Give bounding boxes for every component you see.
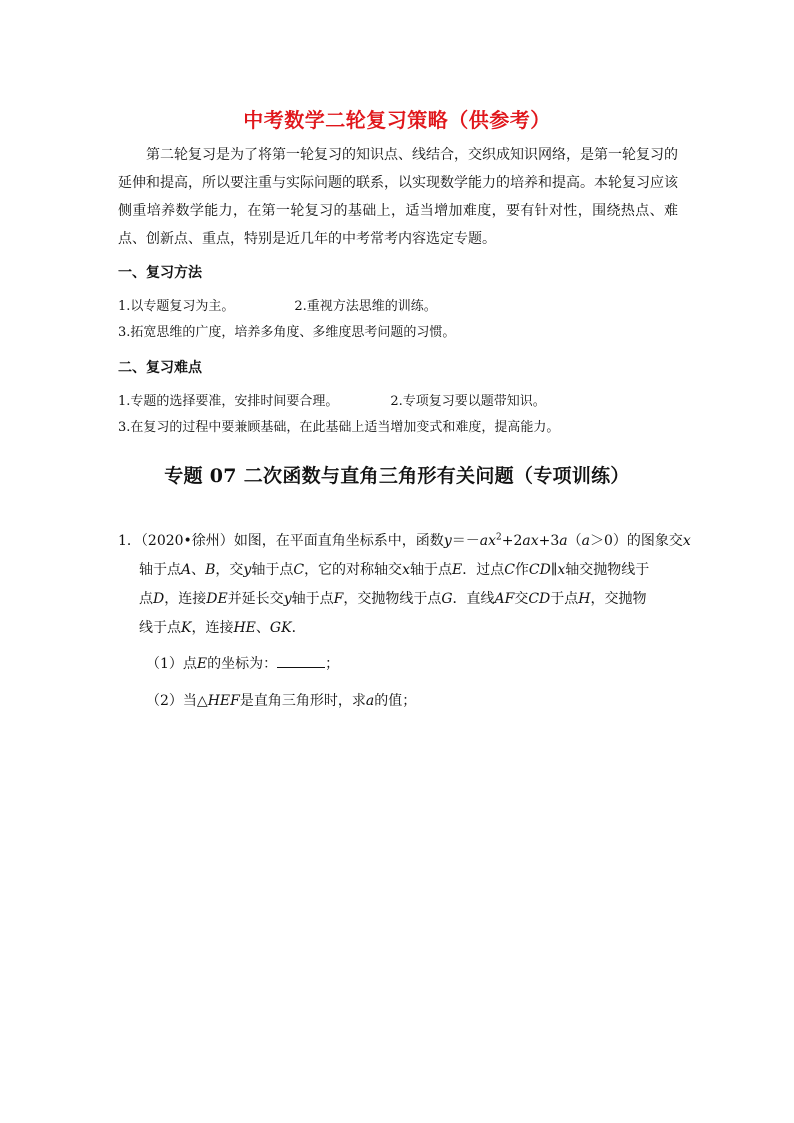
methods-item-1: 1.以专题复习为主。 (118, 299, 235, 314)
difficulties-item-2: 2.专项复习要以题带知识。 (390, 394, 546, 409)
answer-blank[interactable] (277, 653, 325, 668)
methods-line-1 (118, 295, 437, 314)
difficulties-item-1: 1.专题的选择要准，安排时间要合理。 (118, 394, 339, 409)
topic-heading: 专题 07 二次函数与直角三角形有关问题（专项训练） (164, 465, 630, 487)
methods-item-3: 3.拓宽思维的广度，培养多角度、多维度思考问题的习惯。 (118, 325, 456, 340)
methods-item-2: 2.重视方法思维的训练。 (294, 299, 437, 314)
section-heading-difficulties: 二、复习难点 (118, 360, 202, 376)
section-heading-methods: 一、复习方法 (118, 265, 202, 281)
difficulties-line-1 (118, 390, 546, 409)
intro-paragraph: 第二轮复习是为了将第一轮复习的知识点、线结合，交织成知识网络，是第一轮复习的延伸和提高，所以要注重与实际问题的联系，以实现数学能力的培养和提高。本轮复习应该侧重培养数学能力，在第一轮复习的基础上，适当增加难度，要有针对性，围绕热点、难点、创新点、重点，特别是近几年的中考常考内容选定专题。 (118, 147, 678, 247)
question-1-line-3: 点D，连接DE并延长交y轴于点F，交抛物线于点G．直线AF交CD于点H，交抛物 (139, 591, 647, 607)
sub-question-2: （2）当△HEF是直角三角形时，求a的值； (146, 693, 417, 709)
question-1-line-1: 1．（2020•徐州）如图，在平面直角坐标系中，函数$y=-ax^2+2ax+3a(a>0)$的图象交x (118, 532, 691, 549)
difficulties-item-3: 3.在复习的过程中要兼顾基础，在此基础上适当增加变式和难度，提高能力。 (118, 420, 560, 435)
sub-question-1: （1）点E的坐标为： ； (146, 653, 339, 673)
page-title: 中考数学二轮复习策略（供参考） (243, 108, 551, 132)
question-1-line-4: 线于点K，连接HE、GK． (139, 620, 306, 636)
question-number: 1． (118, 533, 141, 549)
question-1-line-2: 轴于点A、B，交y轴于点C，它的对称轴交x轴于点E．过点C作CD∥x轴交抛物线于 (139, 562, 650, 578)
question-source: （2020•徐州） (140, 533, 234, 549)
